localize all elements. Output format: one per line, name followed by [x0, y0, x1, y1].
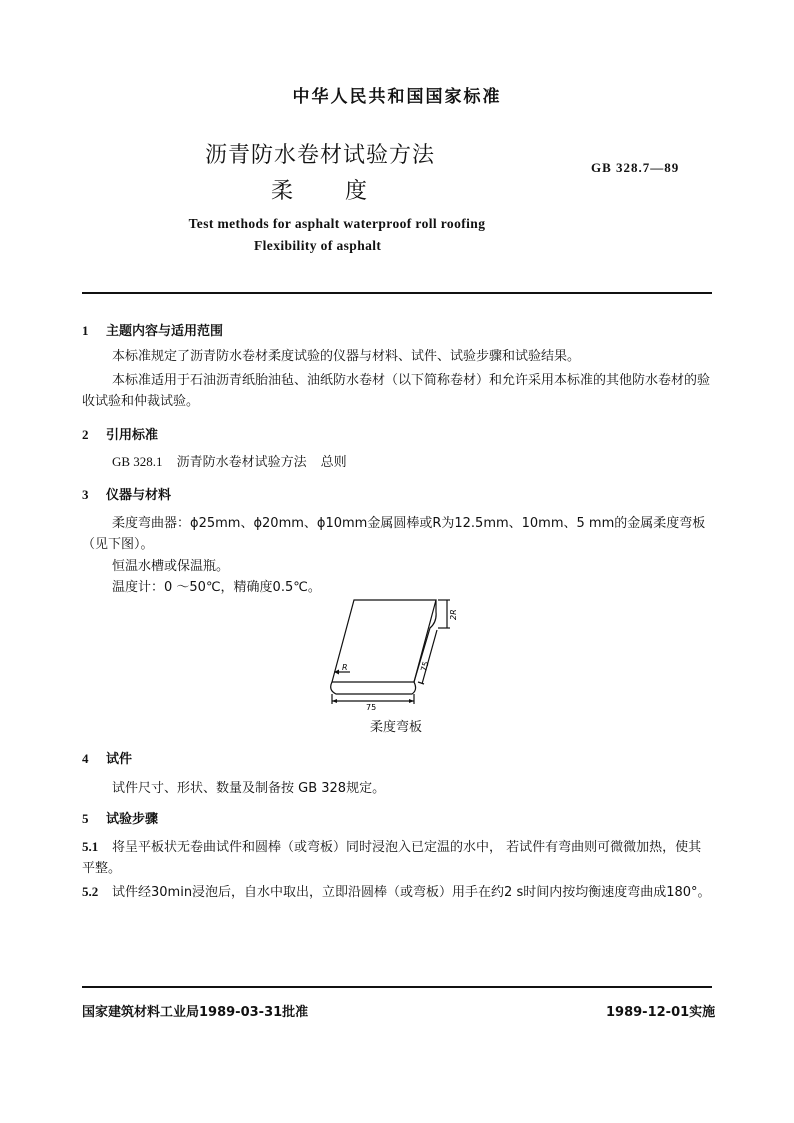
english-title: Test methods for asphalt waterproof roll roofing	[188, 216, 486, 231]
bottom-divider	[82, 986, 712, 988]
section-2-heading	[82, 424, 158, 443]
clause-5-2	[82, 881, 714, 903]
clause-number: 5.1	[82, 839, 99, 854]
top-divider	[82, 292, 712, 294]
dim-arrow-left-icon	[332, 699, 337, 703]
subtitle-char-2: 度	[345, 179, 368, 204]
section-4-heading	[82, 748, 132, 767]
section-title: 主题内容与适用范围	[106, 324, 224, 339]
radius-label: R	[342, 663, 348, 672]
section-3-heading	[82, 484, 171, 503]
clause-number: 5.2	[82, 884, 99, 899]
document-subtitle	[271, 174, 367, 205]
depth-label: 75	[419, 660, 431, 673]
section-number: 4	[82, 751, 89, 766]
section-title: 仪器与材料	[106, 488, 172, 503]
referenced-standard	[112, 451, 347, 473]
clause-text: 试件经30min浸泡后，自水中取出，立即沿圆棒（或弯板）用手在约2 s时间内按均衡速度弯曲成180°。	[112, 885, 711, 900]
effective-date: 1989-12-01实施	[606, 1005, 716, 1020]
national-standard-heading: 中华人民共和国国家标准	[292, 87, 502, 107]
document-title: 沥青防水卷材试验方法	[205, 143, 436, 168]
standard-code: GB 328.7—89	[591, 160, 680, 175]
section-number: 3	[82, 487, 89, 502]
section-3-paragraph-1: 柔度弯曲器：ϕ25mm、ϕ20mm、ϕ10mm金属圆棒或R为12.5mm、10mm、5 mm的金属柔度弯板（见下图）。	[82, 516, 706, 552]
width-label: 75	[366, 703, 377, 710]
section-number: 1	[82, 323, 89, 338]
section-title: 试件	[106, 752, 133, 767]
section-1-paragraph-2: 本标准适用于石油沥青纸胎油毡、油纸防水卷材（以下简称卷材）和允许采用本标准的其他防水卷材的验收试验和仲裁试验。	[82, 373, 711, 409]
plate-front-edge	[331, 682, 416, 694]
ref-part: 总则	[320, 455, 347, 470]
clause-5-1	[82, 836, 714, 879]
figure-caption: 柔度弯板	[370, 720, 423, 735]
ref-code: GB 328.1	[112, 454, 163, 469]
section-1-paragraph-1: 本标准规定了沥青防水卷材柔度试验的仪器与材料、试件、试验步骤和试验结果。	[112, 349, 581, 364]
approval-line: 国家建筑材料工业局1989-03-31批准	[82, 1005, 309, 1020]
subtitle-char-1: 柔	[271, 179, 294, 204]
bending-plate-figure	[326, 598, 466, 710]
section-5-heading	[82, 808, 158, 827]
section-title: 引用标准	[106, 428, 159, 443]
dim-depth-ext	[418, 682, 424, 684]
section-number: 2	[82, 427, 89, 442]
english-subtitle: Flexibility of asphalt	[254, 238, 382, 253]
section-3-paragraph-2: 恒温水槽或保温瓶。	[112, 559, 230, 574]
dim-arrow-right-icon	[409, 699, 414, 703]
clause-text: 将呈平板状无卷曲试件和圆棒（或弯板）同时浸泡入已定温的水中， 若试件有弯曲则可微微加热，使其平整。	[82, 840, 702, 876]
section-number: 5	[82, 811, 89, 826]
section-title: 试验步骤	[106, 812, 159, 827]
section-3-paragraph-3: 温度计：0 ～50℃，精确度0.5℃。	[112, 580, 321, 595]
dim-depth-line	[422, 630, 437, 684]
ref-title: 沥青防水卷材试验方法	[176, 455, 307, 470]
section-1-heading	[82, 320, 223, 339]
two-r-label: 2R	[449, 609, 458, 620]
section-4-paragraph-1: 试件尺寸、形状、数量及制备按 GB 328规定。	[112, 781, 386, 796]
